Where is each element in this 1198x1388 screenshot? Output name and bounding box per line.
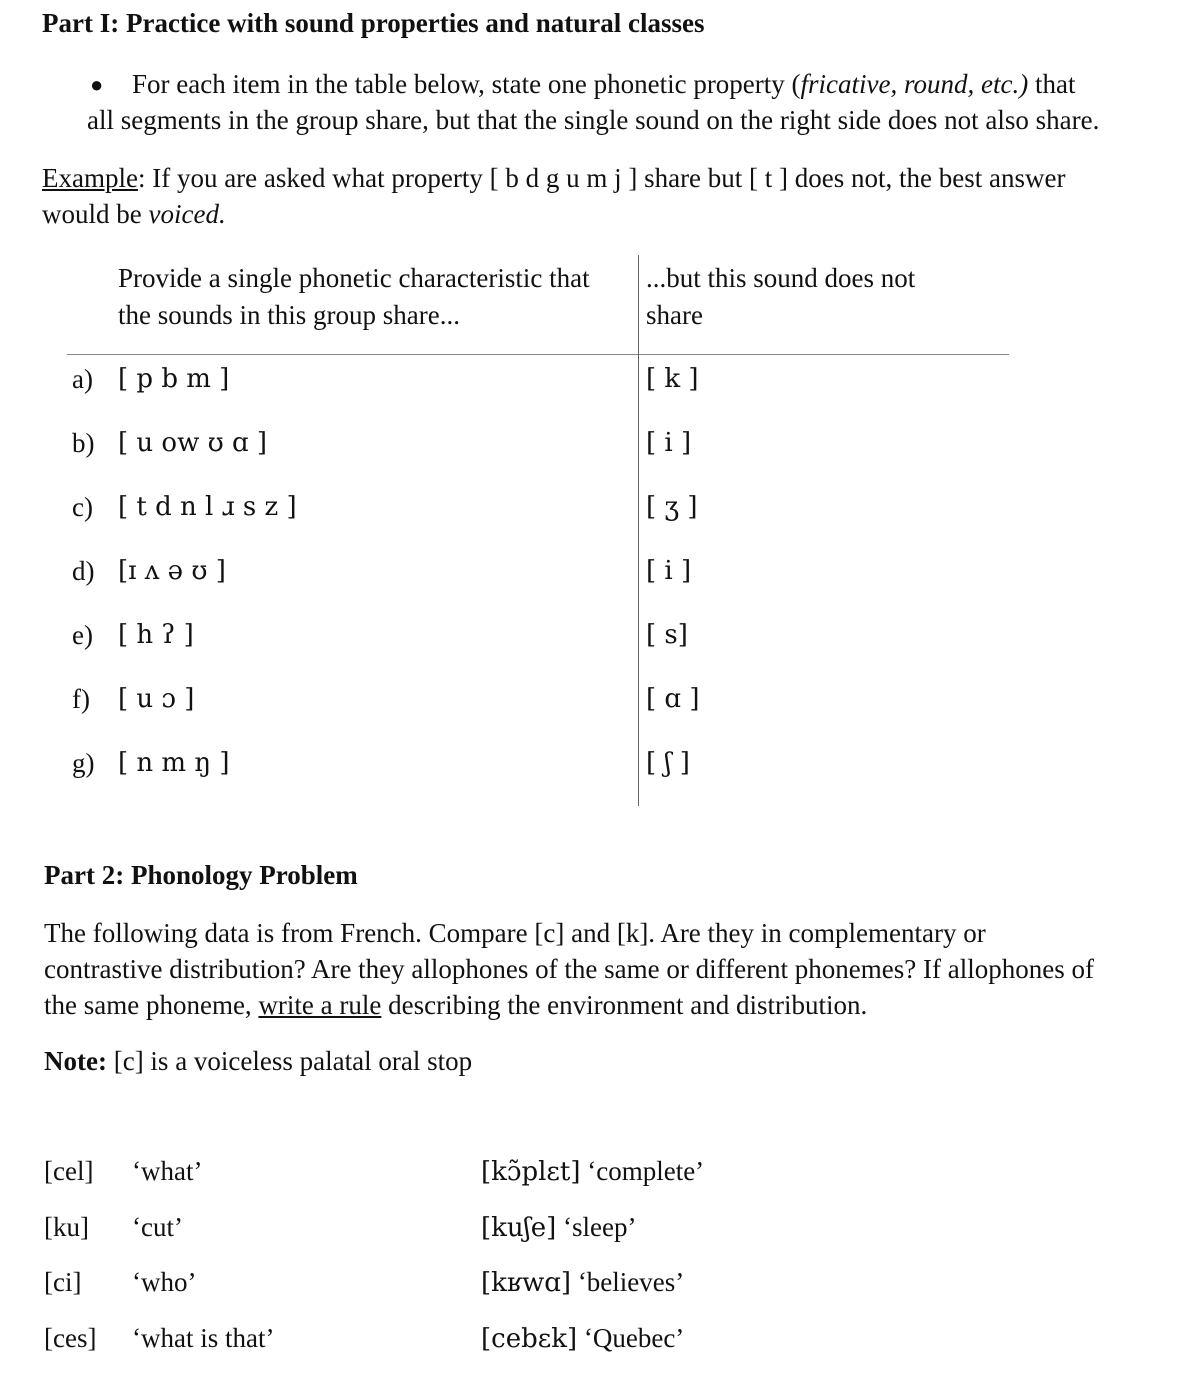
data-right-row-0 (481, 1156, 704, 1187)
bullet-text-italic: fricative, round, etc.) (800, 69, 1029, 99)
row-single-f: [ ɑ ] (646, 684, 700, 714)
row-label-b: b) (72, 428, 95, 458)
data-right-row-2 (481, 1267, 684, 1298)
data-right-row-3 (481, 1323, 684, 1354)
example-text: : If you are asked what property [ b d g u m j ] share but [ t ] does not, the best answer (137, 163, 1066, 193)
row-group-f: [ u ɔ ] (118, 684, 195, 714)
data-left-gloss-0: ‘what’ (132, 1156, 203, 1186)
data-left-gloss-2: ‘who’ (132, 1267, 197, 1297)
data-right-row-1 (481, 1212, 636, 1243)
right-header-line-1: ...but this sound does not (646, 263, 916, 293)
bullet-line-2: all segments in the group share, but that the single sound on the right side does not also share. (87, 105, 1100, 135)
data-right-gloss-1: ‘sleep’ (556, 1212, 637, 1242)
row-single-d: [ i ] (646, 556, 692, 586)
bullet-icon: ● (90, 72, 104, 97)
row-label-c: c) (72, 492, 93, 522)
row-single-e: [ s] (646, 620, 688, 650)
row-group-c: [ t d n l ɹ s z ] (118, 492, 297, 522)
row-label-g: g) (72, 748, 95, 778)
part2-line-3 (44, 987, 867, 1023)
example-line-1 (42, 160, 1065, 196)
note-line (44, 1043, 472, 1079)
part2-title: Part 2: Phonology Problem (44, 860, 358, 890)
data-left-gloss-3: ‘what is that’ (132, 1323, 275, 1353)
example-text-2: would be (42, 199, 149, 229)
bullet-text-c: that (1028, 69, 1076, 99)
part2-line-1: The following data is from French. Compare [c] and [k]. Are they in complementary or (44, 918, 986, 948)
part1-title: Part I: Practice with sound properties and natural classes (42, 8, 705, 38)
data-left-form-1: [ku] (44, 1212, 89, 1242)
table-right-header (646, 260, 915, 334)
data-right-gloss-3: ‘Quebec’ (577, 1323, 685, 1353)
data-right-gloss-2: ‘believes’ (571, 1267, 685, 1297)
row-label-f: f) (72, 684, 90, 714)
right-header-line-2: share (646, 300, 703, 330)
table-header-divider (67, 354, 1009, 355)
left-header-line-1: Provide a single phonetic characteristic that (118, 263, 590, 293)
row-single-a: [ k ] (646, 364, 699, 394)
write-a-rule-text: write a rule (258, 990, 382, 1020)
note-text: [c] is a voiceless palatal oral stop (106, 1046, 473, 1076)
data-left-form-3: [ces] (44, 1323, 97, 1353)
row-label-a: a) (72, 364, 93, 394)
row-group-b: [ u ow ʊ ɑ ] (118, 428, 268, 458)
table-column-divider (638, 255, 639, 806)
data-right-form-0: [kɔ̃plɛt] (481, 1157, 581, 1187)
row-group-e: [ h ʔ ] (118, 620, 194, 650)
row-single-c: [ ʒ ] (646, 492, 698, 522)
data-left-form-2: [ci] (44, 1267, 82, 1297)
row-label-d: d) (72, 556, 95, 586)
row-single-b: [ i ] (646, 428, 692, 458)
part2-line-3-b: describing the environment and distribution. (381, 990, 868, 1020)
example-answer: voiced. (148, 199, 226, 229)
row-group-a: [ p b m ] (118, 364, 230, 394)
data-left-gloss-1: ‘cut’ (132, 1212, 183, 1242)
bullet-text-a: For each item in the table below, state one phonetic property ( (132, 69, 801, 99)
example-label: Example (42, 163, 138, 193)
data-left-form-0: [cel] (44, 1156, 94, 1186)
part2-line-2: contrastive distribution? Are they allophones of the same or different phonemes? If allophones of (44, 954, 1094, 984)
bullet-line-1 (132, 66, 1075, 102)
table-left-header (118, 260, 590, 334)
note-label: Note: (44, 1046, 107, 1076)
row-group-d: [ɪ ʌ ə ʊ ] (118, 556, 226, 586)
example-line-2 (42, 196, 226, 232)
data-right-form-3: [cebɛk] (481, 1324, 578, 1354)
part2-line-3-a: the same phoneme, (44, 990, 259, 1020)
left-header-line-2: the sounds in this group share... (118, 300, 460, 330)
data-right-form-2: [kʁwɑ] (481, 1268, 572, 1298)
row-label-e: e) (72, 620, 93, 650)
data-right-form-1: [kuʃe] (481, 1213, 557, 1243)
row-group-g: [ n m ŋ ] (118, 748, 230, 778)
row-single-g: [ ʃ ] (646, 748, 690, 778)
data-right-gloss-0: ‘complete’ (580, 1156, 705, 1186)
